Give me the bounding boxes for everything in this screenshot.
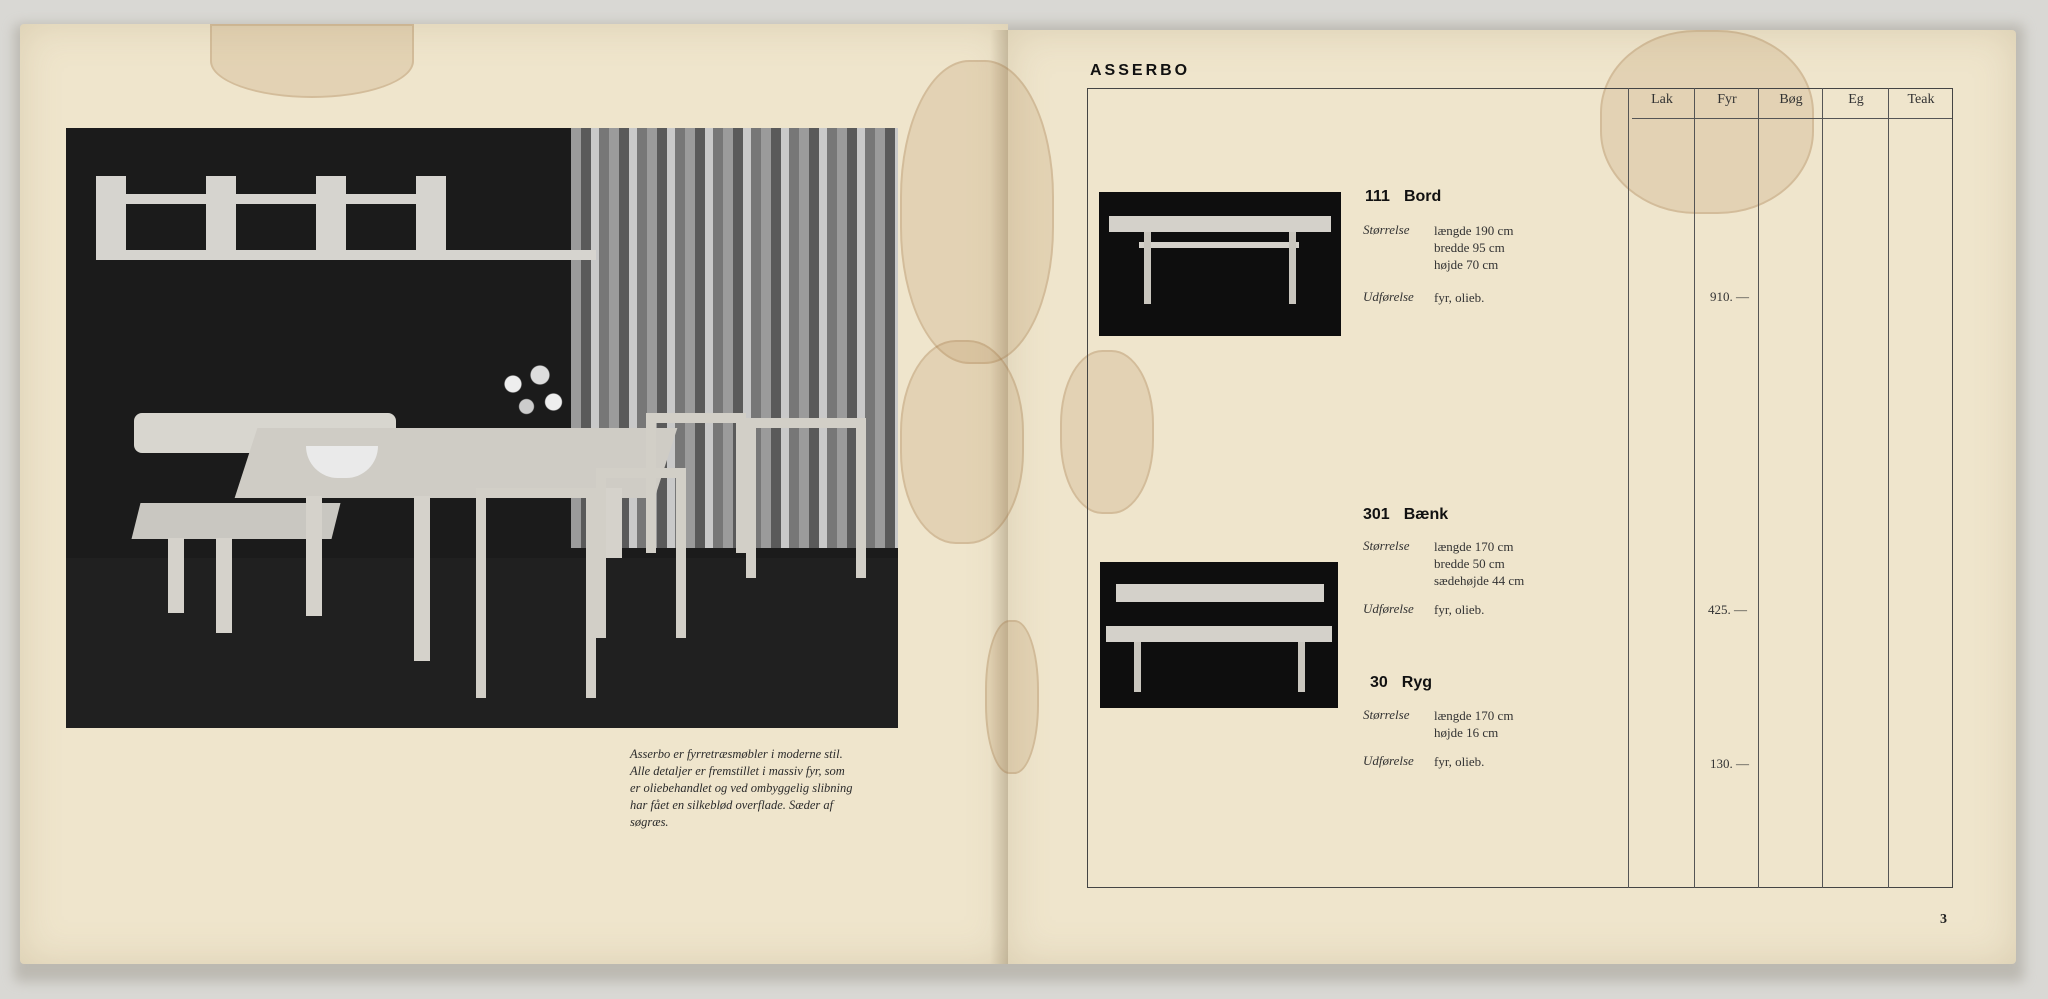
photo-caption: Asserbo er fyrretræsmøbler i moderne stil. Alle detaljer er fremstillet i massiv fyr, som er oliebehandlet og ved ombyggelig slibning har fået en silkeblød overflade. Sæder af søgræs. bbox=[630, 747, 853, 829]
product-title bbox=[1365, 188, 1441, 206]
column-header-lak: Lak bbox=[1651, 92, 1673, 107]
size-label: Størrelse bbox=[1363, 707, 1410, 722]
chair bbox=[476, 488, 596, 698]
size-value: sædehøjde 44 cm bbox=[1434, 573, 1525, 588]
table-leg bbox=[1144, 232, 1151, 304]
price-fyr: 130. — bbox=[1710, 756, 1749, 771]
column-header-teak: Teak bbox=[1907, 92, 1935, 107]
product-title bbox=[1370, 674, 1432, 692]
water-stain bbox=[900, 60, 1054, 364]
column-header-fyr: Fyr bbox=[1717, 92, 1737, 107]
size-label: Størrelse bbox=[1363, 538, 1410, 553]
column-header-eg: Eg bbox=[1848, 92, 1864, 107]
size-value: længde 170 cm bbox=[1434, 708, 1514, 723]
column-header-rule bbox=[1632, 118, 1952, 119]
price-fyr: 910. — bbox=[1710, 289, 1749, 304]
column-divider bbox=[1694, 88, 1695, 888]
chair bbox=[746, 418, 866, 578]
bench-back bbox=[1116, 584, 1324, 602]
column-header-bog: Bøg bbox=[1779, 92, 1803, 107]
product-number: 30 bbox=[1370, 674, 1388, 691]
shelf-side bbox=[206, 176, 236, 258]
table-rail bbox=[1139, 242, 1299, 248]
bench-leg bbox=[1298, 642, 1305, 692]
finish-value: fyr, olieb. bbox=[1434, 290, 1485, 305]
table-leg bbox=[1289, 232, 1296, 304]
bench-leg bbox=[168, 538, 184, 613]
shelf-bottom bbox=[96, 250, 596, 260]
column-divider bbox=[1822, 88, 1823, 888]
size-value: bredde 50 cm bbox=[1434, 556, 1505, 571]
shelf-top bbox=[96, 194, 446, 204]
size-value: bredde 95 cm bbox=[1434, 240, 1505, 255]
tulip-vase bbox=[486, 348, 576, 438]
shelf-side bbox=[316, 176, 346, 258]
product-number: 111 bbox=[1365, 188, 1390, 205]
interior-photo bbox=[66, 128, 898, 728]
shelf-side bbox=[96, 176, 126, 258]
table-leg bbox=[414, 496, 430, 661]
finish-label: Udførelse bbox=[1363, 753, 1414, 768]
column-divider bbox=[1888, 88, 1889, 888]
table-top bbox=[1109, 216, 1331, 232]
bench-leg bbox=[216, 538, 232, 633]
size-label: Størrelse bbox=[1363, 222, 1410, 237]
column-divider bbox=[1758, 88, 1759, 888]
chair bbox=[646, 413, 746, 553]
product-image-table bbox=[1099, 192, 1341, 336]
bench-leg bbox=[1134, 642, 1141, 692]
water-stain bbox=[985, 620, 1039, 774]
water-stain bbox=[210, 24, 414, 98]
product-number: 301 bbox=[1363, 506, 1390, 523]
product-name: Bænk bbox=[1403, 506, 1449, 523]
finish-value: fyr, olieb. bbox=[1434, 602, 1485, 617]
product-title bbox=[1363, 506, 1448, 524]
column-divider bbox=[1628, 88, 1629, 888]
table-leg bbox=[306, 496, 322, 616]
finish-value: fyr, olieb. bbox=[1434, 754, 1485, 769]
bench-seat bbox=[1106, 626, 1332, 642]
size-value: højde 70 cm bbox=[1434, 257, 1499, 272]
product-name: Bord bbox=[1403, 188, 1442, 205]
finish-label: Udførelse bbox=[1363, 601, 1414, 616]
shelf-side bbox=[416, 176, 446, 258]
page-heading: ASSERBO bbox=[1090, 62, 1191, 79]
page-number: 3 bbox=[1940, 912, 1947, 927]
product-image-bench bbox=[1100, 562, 1338, 708]
size-value: højde 16 cm bbox=[1434, 725, 1499, 740]
size-value: længde 190 cm bbox=[1434, 223, 1514, 238]
water-stain bbox=[900, 340, 1024, 544]
size-value: længde 170 cm bbox=[1434, 539, 1514, 554]
product-name: Ryg bbox=[1401, 674, 1433, 691]
price-fyr: 425. — bbox=[1708, 602, 1747, 617]
finish-label: Udførelse bbox=[1363, 289, 1414, 304]
